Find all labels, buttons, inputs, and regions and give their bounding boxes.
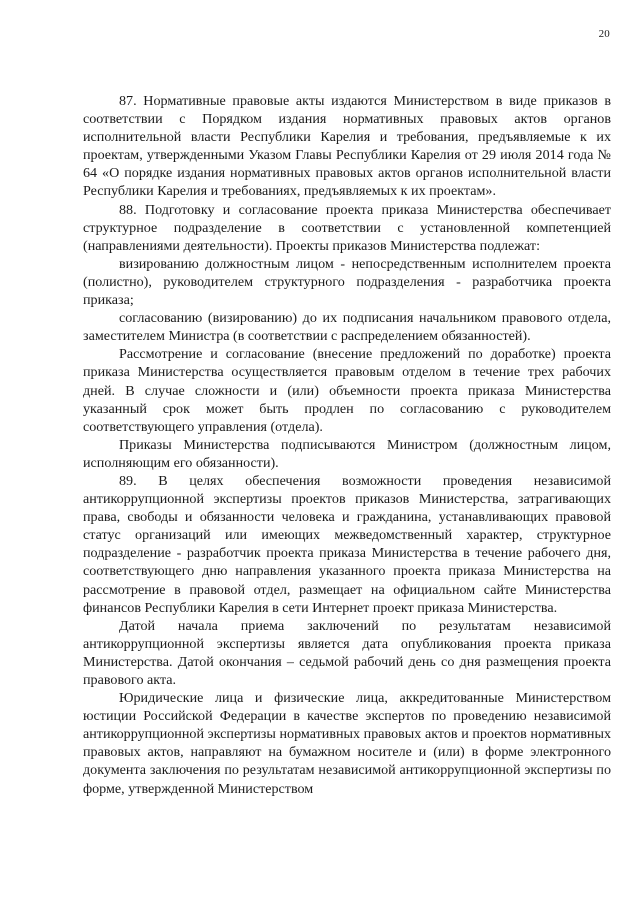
paragraph-88-soglasovanie: согласованию (визированию) до их подписания начальником правового отдела, заместителем Министра (в соответствии с распределением обязанностей). (83, 310, 611, 345)
document-body (83, 92, 611, 798)
paragraph-89: 89. В целях обеспечения возможности проведения независимой антикоррупционной экспертизы проектов приказов Министерства, затрагивающих права, свободы и обязанности человека и гражданина, устанавливающих правовой статус организаций или имеющих межведомственный характер, структурное подразделение - разработчик проекта приказа Министерства в течение рабочего дня, соответствующего дню направления указанного проекта приказа Министерства на рассмотрение в правовой отдел, размещает на официальном сайте Министерства финансов Республики Карелия в сети Интернет проект приказа Министерства. (83, 472, 611, 616)
paragraph-89-srok: Датой начала приема заключений по результатам независимой антикоррупционной экспертизы является дата опубликования проекта приказа Министерства. Датой окончания – седьмой рабочий день со дня размещения проекта правового акта. (83, 617, 611, 688)
paragraph-87: 87. Нормативные правовые акты издаются Министерством в виде приказов в соответствии с Порядком издания нормативных правовых актов органов исполнительной власти Республики Карелия и требования, предъявляемые к их проектам, утвержденными Указом Главы Республики Карелия от 29 июля 2014 года № 64 «О порядке издания нормативных правовых актов органов исполнительной власти Республики Карелия и требованиях, предъявляемых к их проектам». (83, 93, 611, 200)
paragraph-89-eksperty: Юридические лица и физические лица, аккредитованные Министерством юстиции Российской Федерации в качестве экспертов по проведению независимой антикоррупционной экспертизы нормативных правовых актов и проектов нормативных правовых актов, направляют на бумажном носителе и (или) в форме электронного документа заключения по результатам независимой антикоррупционной экспертизы по форме, утвержденной Министерством (83, 690, 611, 797)
paragraph-88-rassmotrenie: Рассмотрение и согласование (внесение предложений по доработке) проекта приказа Министерства осуществляется правовым отделом в течение трех рабочих дней. В случае сложности и (или) объемности проекта приказа Министерства указанный срок может быть продлен по согласованию с руководителем соответствующего управления (отдела). (83, 346, 611, 435)
paragraph-88-podpisanie: Приказы Министерства подписываются Министром (должностным лицом, исполняющим его обязанности). (83, 436, 611, 471)
page-number: 20 (598, 28, 610, 40)
paragraph-88-vizirovanie: визированию должностным лицом - непосредственным исполнителем проекта (полистно), руководителем структурного подразделения - разработчика проекта приказа; (83, 255, 611, 309)
paragraph-88: 88. Подготовку и согласование проекта приказа Министерства обеспечивает структурное подразделение в соответствии с установленной компетенцией (направлениями деятельности). Проекты приказов Министерства подлежат: (83, 201, 611, 254)
